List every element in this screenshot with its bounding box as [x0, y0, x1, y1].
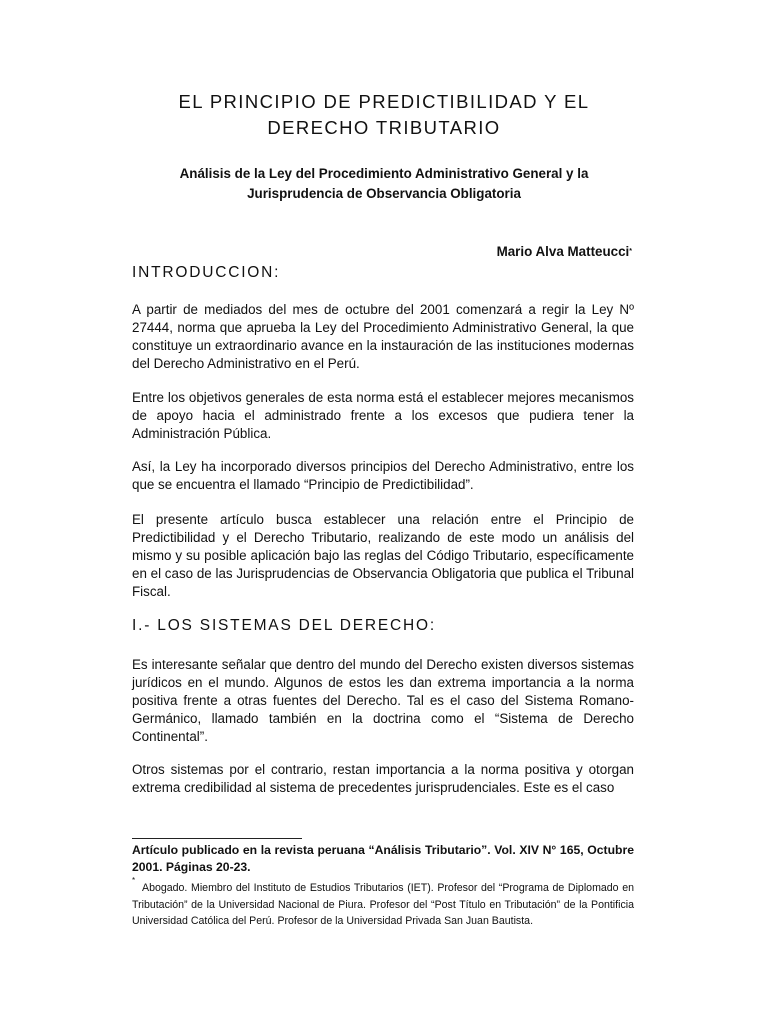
title-line-1: EL PRINCIPIO DE PREDICTIBILIDAD Y EL [178, 91, 590, 112]
author-footnote-marker[interactable]: * [629, 248, 632, 255]
paragraph-sistemas-1: Es interesante señalar que dentro del mundo del Derecho existen diversos sistemas jurídicos en el mundo. Algunos de estos les dan extrema importancia a la norma positiva frente a otras fuentes del Derecho. Tal es el caso del Sistema Romano-Germánico, llamado también en la doctrina como el “Sistema de Derecho Continental”. [132, 657, 634, 745]
section-heading-introduccion: INTRODUCCION: [132, 264, 281, 281]
paragraph-intro-2: Entre los objetivos generales de esta norma está el establecer mejores mecanismos de apoyo hacia el administrado frente a los excesos que pudiera tener la Administración Pública. [132, 390, 634, 442]
paragraph-intro-3: Así, la Ley ha incorporado diversos principios del Derecho Administrativo, entre los que se encuentra el llamado “Principio de Predictibilidad”. [132, 459, 634, 493]
footnote-marker: * [132, 876, 136, 885]
paragraph-sistemas-2: Otros sistemas por el contrario, restan importancia a la norma positiva y otorgan extrema credibilidad al sistema de precedentes jurisprudenciales. Este es el caso [132, 762, 634, 796]
subtitle-line-2: Jurisprudencia de Observancia Obligatoria [247, 186, 521, 201]
paragraph-intro-4: El presente artículo busca establecer una relación entre el Principio de Predictibilidad y el Derecho Tributario, realizando de este modo un análisis del mismo y su posible aplicación bajo las reglas del Código Tributario, específicamente en el caso de las Jurisprudencias de Observancia Obligatoria que publica el Tribunal Fiscal. [132, 512, 634, 600]
paragraph-intro-1: A partir de mediados del mes de octubre del 2001 comenzará a regir la Ley Nº 27444, norma que aprueba la Ley del Procedimiento Administrativo General, la que constituye un extraordinario avance en la instauración de las instituciones modernas del Derecho Administrativo en el Perú. [132, 302, 634, 372]
document-title [150, 89, 618, 141]
footnote-author-note: Abogado. Miembro del Instituto de Estudios Tributarios (IET). Profesor del “Programa de Diplomado en Tributación” de la Universidad Nacional de Piura. Profesor del “Post Título en Tributación” de la Pontificia Universidad Católica del Perú. Profesor de la Universidad Privada San Juan Bautista. [132, 882, 634, 927]
author-line [400, 242, 632, 265]
title-line-2: DERECHO TRIBUTARIO [267, 117, 501, 138]
author-name: Mario Alva Matteucci [496, 244, 630, 259]
footnote-publication: Artículo publicado en la revista peruana “Análisis Tributario”. Vol. XIV N° 165, Octubre 2001. Páginas 20-23. [132, 843, 634, 874]
footnote-divider [132, 838, 302, 839]
subtitle-line-1: Análisis de la Ley del Procedimiento Administrativo General y la [179, 166, 589, 181]
section-heading-sistemas: I.- LOS SISTEMAS DEL DERECHO: [132, 617, 436, 634]
document-subtitle [150, 164, 618, 204]
